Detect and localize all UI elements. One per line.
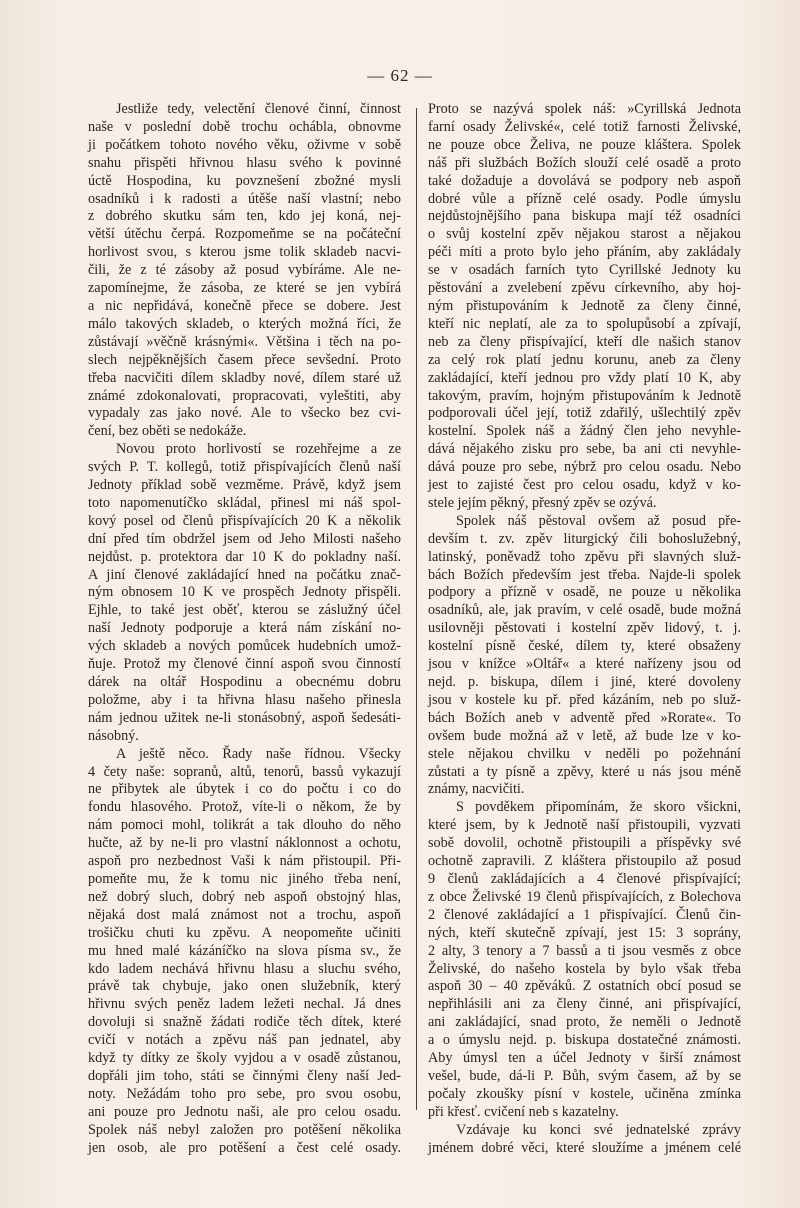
text-line: ne pouze obce Želiva, ne pouze kláštera. Spolek (428, 136, 741, 153)
text-line: kteří nic neplatí, ale za to spolupůsobí a zpívají, (428, 315, 741, 332)
text-line: ovšem bude možná až v letě, až bude lze v ko- (428, 727, 741, 744)
text-line: když ty dítky ze školy vyjdou a v osadě zůstanou, (88, 1050, 401, 1067)
text-line: z dobrého skutku sám ten, kdo jej koná, nej- (88, 208, 401, 225)
text-line: zakládající, kteří jednou pro vždy platí 10 K, aby (428, 369, 741, 386)
text-line: ňuje. Protož my členové činní aspoň svou činností (88, 656, 401, 673)
text-line: kdo ladem nechává hřivnu hlasu a sluchu svého, (88, 960, 401, 977)
text-line: slech nejpěknějších časem přece sevšední. Proto (88, 351, 401, 368)
text-line: Želivské, do našeho kostela by bylo však třeba (428, 960, 741, 977)
text-line: bách Božích aneb v adventě před »Rorate«. To (428, 709, 741, 726)
text-line: které jsem, by k Jednotě naší přistoupili, vyzvati (428, 817, 741, 834)
text-line: nejdůst. p. protektora dar 10 K do pokladny naší. (88, 548, 401, 565)
text-line: horlivost svou, s kterou jsme tolik skladeb nacvi- (88, 244, 401, 261)
text-line: vých skladeb a nových pomůcek hudebních umož- (88, 638, 401, 655)
text-line: z obce Želivské 19 členů přispívajících, z Bolechova (428, 888, 741, 905)
text-line: kový posel od členů přispívajících 20 K a několik (88, 512, 401, 529)
text-line: 2 členové zakládající a 1 přispívající. Členů čin- (428, 906, 741, 923)
text-line: než dobrý sluch, dobrý neb aspoň obstojný hlas, (88, 888, 401, 905)
text-line: devším t. zv. zpěv liturgický čili bohoslužebný, (428, 530, 741, 547)
text-line: ani zakládající, snad proto, že neměli o Jednotě (428, 1014, 741, 1031)
text-line: aspoň 30 – 40 zpěváků. Z ostatních obcí posud se (428, 978, 741, 995)
text-line: pomeňte mu, že k tomu nic jiného třeba není, (88, 870, 401, 887)
text-line: známy, nacvičiti. (428, 781, 525, 798)
text-line: kostelní. Spolek náš a žádný člen jeho nevyhle- (428, 423, 741, 440)
text-line: farní osady Želivské«, celé totiž farnosti Želivské, (428, 118, 741, 135)
text-line: jménem dobré věci, které sloužíme a jménem celé (428, 1139, 741, 1156)
text-line: počaly zkoušky písní v kostele, učiněna zmínka (428, 1085, 741, 1102)
text-line: a o úmyslu nejd. p. biskupa dostatečné známosti. (428, 1032, 741, 1049)
text-line: málo takových skladeb, o kterých možná říci, že (88, 315, 401, 332)
text-line: úctě Hospodina, ku povznešení zbožné mysli (88, 172, 401, 189)
text-line: také dožaduje a dovolává se podpory neb aspoň (428, 172, 741, 189)
text-line: třeba nacvičiti dílem skladby nové, dílem staré už (88, 369, 401, 386)
text-line: ji počátkem tohoto nového věku, oživme v sobě (88, 136, 401, 153)
text-line: dní před tím obdržel jsem od Jeho Milosti našeho (88, 530, 401, 547)
text-line: nepřihlásili ani za členy činné, ani přispívající, (428, 996, 741, 1013)
text-line: neb za členy přispívající, kteří dle našich stanov (428, 333, 741, 350)
text-line: ani pouze pro Jednotu naši, ale pro celou osadu. (88, 1103, 401, 1120)
text-line: naší Jednoty podporuje a která nám získání no- (88, 620, 401, 637)
text-line: dobré vůle a přízně celé osady. Podle úmyslu (428, 190, 741, 207)
text-line: větší útěchu čerpá. Rozpomeňme se na počáteční (88, 226, 401, 243)
text-line: 4 čety naše: sopranů, altů, tenorů, bassů vykazují (88, 763, 401, 780)
text-line: zapomínejme, že zásoba, ze které se jen vybírá (88, 280, 401, 297)
text-line: takovým, pravím, hojným přistupováním k Jednotě (428, 387, 741, 404)
text-line: Proto se nazývá spolek náš: »Cyrillská Jednota (428, 101, 741, 117)
text-line: právě tak chybuje, jako onen služebník, který (88, 978, 401, 995)
text-line: vešel, bude, dá-li P. Bůh, svým časem, až by se (428, 1067, 741, 1084)
text-line: jsou v knížce »Oltář« a které nařízeny jsou od (428, 656, 741, 673)
text-line: podpory a přízně v osadě, ne pouze u několika (428, 584, 741, 601)
text-line: a nic nepřidává, konečně přece se dobere. Jest (88, 297, 401, 314)
text-line: osadníků, ale, jak pravím, v celé osadě, bude možná (428, 602, 741, 619)
text-line: ne přibytek ale úbytek i co do počtu i co do (88, 781, 401, 798)
text-line: dárek na oltář Hospodinu a obecnému dobru (88, 674, 401, 690)
text-line: Vzdávaje ku konci své jednatelské zprávy (456, 1121, 741, 1138)
text-line: se v osadách farních tyto Cyrillské Jednoty ku (428, 262, 741, 279)
text-line: fondu hlasového. Protož, víte-li o někom, že by (88, 799, 401, 816)
text-line: za celý rok platí jednu korunu, aneb za členy (428, 351, 741, 368)
left-column (88, 101, 401, 1157)
column-divider (416, 108, 417, 1110)
text-line: ným obnosem 10 K ve prospěch Jednoty přispěli. (88, 584, 401, 601)
text-line: náš při službách Božích slouží celé osadě a proto (428, 154, 741, 171)
text-line: mu hned malé kázáníčko na slova písma sv., že (88, 942, 401, 959)
text-line: Ejhle, to také jest oběť, kterou se záslužný účel (88, 602, 401, 619)
text-line: Novou proto horlivostí se rozehřejme a ze (116, 441, 401, 458)
text-line: Spolek náš pěstoval ovšem až posud pře- (456, 512, 741, 529)
text-line: kostelní písně české, dílem ty, které obsaženy (428, 638, 741, 655)
text-line: zůstávají »věčně krásnými«. Většina i těch na po- (88, 333, 401, 350)
text-line: násobný. (88, 727, 139, 744)
text-line: podporovali účel její, totiž zdařilý, ušlechtilý zpěv (428, 405, 741, 422)
text-line: usilovněji pěstovati i kostelní zpěv lidový, t. j. (428, 620, 741, 637)
text-line: noty. Nežádám toho pro sebe, pro svou osobu, (88, 1085, 401, 1102)
text-line: nám jednou užitek ne-li stonásobný, aspoň šedesáti- (88, 709, 401, 726)
text-line: dává nějakého zisku pro sebe, ba ani cti nevyhle- (428, 441, 741, 458)
text-line: o svůj kostelní zpěv nějakou starost a nějakou (428, 226, 741, 243)
text-line: nejdůstojnějšího pana biskupa mají též osadníci (428, 208, 741, 225)
text-line: jest to zajisté čest pro celou osadu, když v ko- (428, 477, 741, 494)
text-line: ným přistupováním k Jednotě za členy činné, (428, 297, 741, 314)
text-line: hřivnu svých peněz ladem ležeti nechal. Já dnes (88, 996, 401, 1013)
text-line: hučte, až by ne-li pro vlastní náklonnost a ochotu, (88, 835, 401, 852)
text-line: A ještě něco. Řady naše řídnou. Všecky (116, 745, 401, 762)
text-line: Jestliže tedy, velectění členové činní, činnost (116, 101, 401, 117)
text-line: dává pouze pro sebe, nýbrž pro celou osadu. Nebo (428, 459, 741, 476)
text-line: péči míti a proto bylo jeho přáním, aby zakládaly (428, 244, 741, 261)
text-line: trošičku chuti ku zpěvu. A neopomeňte učiniti (88, 924, 401, 941)
text-line: ochotně zapravili. Z kláštera přistoupilo až posud (428, 853, 741, 870)
page-number: — 62 — (367, 66, 433, 85)
text-line: při křesť. cvičení neb s kazatelny. (428, 1103, 619, 1120)
text-line: toto napomenutíčko skládal, přinesl mi náš spol- (88, 494, 401, 511)
text-line: položme, aby i ta hřivna hlasu našeho přinesla (88, 691, 401, 708)
text-line: Aby úmysl ten a účel Jednoty v širší známost (428, 1050, 741, 1067)
text-line: S povděkem připomínám, že skoro všickni, (456, 799, 741, 816)
text-line: 9 členů zakládajících a 4 členové přispívající; (428, 870, 741, 887)
text-line: čili, že z té zásoby až posud vybíráme. Ale ne- (88, 262, 401, 279)
text-line: bách Božích především jest třeba. Najde-li spolek (428, 566, 741, 583)
text-line: latinský, poněvadž toho zpěvu při slavných služ- (428, 548, 741, 565)
text-line: čení, bez oběti se nedokáže. (88, 423, 247, 440)
text-line: jsou v kostele ku př. před kázáním, neb po služ- (428, 691, 741, 708)
text-line: snahu přispěti hřivnou hlasu svého k povinné (88, 154, 401, 171)
text-line: dopřáli jim toho, státi se činnými členy naší Jed- (88, 1067, 401, 1084)
text-line: svých P. T. kollegů, totiž přispívajících členů naší (88, 459, 401, 476)
text-line: jen osob, ale pro potěšení a čest celé osady. (88, 1139, 401, 1156)
text-line: stele jejím pěkný, přesný zpěv se ozývá. (428, 494, 657, 511)
text-line: A jiní členové zakládající hned na počátku znač- (88, 566, 401, 583)
text-line: nějaká dost malá známost not a trochu, aspoň (88, 906, 401, 923)
text-line: nejd. p. biskupa, dílem i jiné, které dovoleny (428, 674, 741, 690)
text-line: aspoň pro nezbednost Vaši k nám přistoupil. Při- (88, 853, 401, 870)
text-line: 2 alty, 3 tenory a 7 bassů a ti jsou vesměs z obce (428, 942, 741, 959)
text-line: Jednoty příklad sobě vezměme. Právě, když jsem (88, 477, 401, 494)
text-line: stele nějakou chvilku v neděli po požehnání (428, 745, 741, 762)
text-line: sobě dovolil, ochotně přistoupili a příspěvky své (428, 835, 741, 852)
text-line: cvičí v notách a zpěvu náš pan jednatel, aby (88, 1032, 401, 1049)
text-line: osadníků i k radosti a útěše naší vlastní; nebo (88, 190, 401, 207)
right-column (428, 101, 741, 1157)
text-line: známé zdokonalovati, propracovati, vyleštiti, aby (88, 387, 401, 404)
text-line: naše v poslední době trochu ochábla, obnovme (88, 118, 401, 135)
text-line: vypadaly zas jako nové. Ale to všecko bez cvi- (88, 405, 401, 422)
text-line: Spolek náš nebyl založen pro potěšení několika (88, 1121, 401, 1138)
text-line: zůstati a ty písně a zpěvy, které u nás jsou méně (428, 763, 741, 780)
text-line: pěstování a zvelebení zpěvu církevního, aby hoj- (428, 280, 741, 297)
text-line: ných, kteří skutečně zpívají, jest 15: 3 soprány, (428, 924, 741, 941)
text-line: nám pomoci mohl, tolikrát a tak dlouho do něho (88, 817, 401, 834)
text-line: dovoluji si snažně žádati rodiče těch dítek, které (88, 1014, 401, 1031)
